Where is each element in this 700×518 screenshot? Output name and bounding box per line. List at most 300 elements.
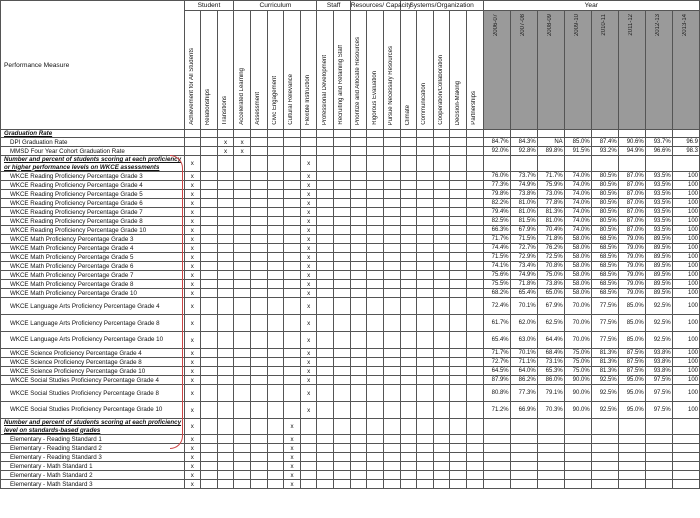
year-value: 70.0% <box>564 315 591 332</box>
year-value <box>591 435 618 444</box>
year-value: 87.0% <box>618 181 645 190</box>
indicator-cell <box>284 271 301 280</box>
year-value: 89.5% <box>645 235 672 244</box>
indicator-cell <box>400 298 417 315</box>
indicator-cell <box>234 471 251 480</box>
indicator-cell <box>284 199 301 208</box>
indicator-cell <box>466 349 483 358</box>
indicator-cell <box>317 471 334 480</box>
table-row <box>1 130 700 138</box>
indicator-cell <box>383 402 400 419</box>
indicator-cell: x <box>300 385 317 402</box>
indicator-cell <box>284 298 301 315</box>
year-value: 58.0% <box>564 262 591 271</box>
indicator-cell <box>201 172 218 181</box>
indicator-cell <box>234 367 251 376</box>
year-value: 79.0% <box>618 253 645 262</box>
indicator-cell <box>350 235 367 244</box>
year-value <box>672 471 699 480</box>
indicator-cell <box>466 172 483 181</box>
row-label: Graduation Rate <box>1 130 185 138</box>
year-value: 71.1% <box>510 358 537 367</box>
table-row <box>1 480 700 489</box>
table-row <box>1 315 700 332</box>
indicator-cell <box>250 376 267 385</box>
indicator-cell <box>217 444 234 453</box>
year-value: 72.7% <box>483 358 510 367</box>
indicator-cell <box>367 190 384 199</box>
year-value: 77.5% <box>591 298 618 315</box>
year-value: 80.8% <box>483 385 510 402</box>
year-value: 74.0% <box>564 226 591 235</box>
indicator-cell <box>334 208 351 217</box>
year-header <box>672 11 699 130</box>
indicator-cell <box>234 332 251 349</box>
indicator-cell <box>334 349 351 358</box>
indicator-cell <box>400 358 417 367</box>
year-value: 70.8% <box>537 262 564 271</box>
indicator-cell <box>400 130 417 138</box>
indicator-cell: x <box>284 480 301 489</box>
indicator-cell <box>201 385 218 402</box>
indicator-cell <box>267 190 284 199</box>
indicator-cell <box>267 199 284 208</box>
indicator-cell <box>217 217 234 226</box>
indicator-cell <box>466 435 483 444</box>
indicator-cell <box>284 367 301 376</box>
year-value: 92.5% <box>645 332 672 349</box>
indicator-cell <box>267 367 284 376</box>
column-header-label: Achievement for All Students <box>188 48 195 125</box>
year-value <box>510 480 537 489</box>
indicator-cell <box>234 244 251 253</box>
year-value <box>537 435 564 444</box>
indicator-cell <box>417 253 434 262</box>
indicator-cell <box>400 172 417 181</box>
indicator-cell <box>250 172 267 181</box>
indicator-cell <box>466 217 483 226</box>
row-label: WKCE Reading Proficiency Percentage Grade 6 <box>1 199 185 208</box>
row-label: Elementary - Math Standard 2 <box>1 471 185 480</box>
indicator-cell <box>334 217 351 226</box>
indicator-cell <box>201 332 218 349</box>
year-header <box>645 11 672 130</box>
indicator-cell <box>350 444 367 453</box>
indicator-cell <box>350 358 367 367</box>
indicator-cell <box>317 367 334 376</box>
indicator-cell <box>350 190 367 199</box>
indicator-cell: x <box>184 226 201 235</box>
year-value <box>618 471 645 480</box>
indicator-cell <box>433 181 450 190</box>
indicator-cell <box>383 471 400 480</box>
indicator-cell: x <box>184 435 201 444</box>
indicator-cell <box>250 453 267 462</box>
indicator-cell: x <box>300 253 317 262</box>
indicator-cell <box>267 147 284 156</box>
indicator-cell <box>367 208 384 217</box>
indicator-cell <box>350 289 367 298</box>
row-label: WKCE Science Proficiency Percentage Grade 4 <box>1 349 185 358</box>
indicator-cell <box>317 349 334 358</box>
year-value: 68.5% <box>591 289 618 298</box>
indicator-cell: x <box>184 444 201 453</box>
indicator-cell <box>466 181 483 190</box>
indicator-cell <box>417 358 434 367</box>
indicator-cell <box>184 147 201 156</box>
indicator-cell <box>234 453 251 462</box>
indicator-cell <box>250 332 267 349</box>
indicator-cell <box>367 199 384 208</box>
indicator-cell <box>217 280 234 289</box>
indicator-cell <box>201 138 218 147</box>
indicator-cell <box>350 453 367 462</box>
column-header <box>184 11 201 130</box>
indicator-cell <box>466 262 483 271</box>
indicator-cell <box>317 156 334 172</box>
column-header <box>217 11 234 130</box>
year-value <box>564 130 591 138</box>
year-value: 89.5% <box>645 244 672 253</box>
year-value: 85.0% <box>618 298 645 315</box>
indicator-cell <box>450 226 467 235</box>
indicator-cell <box>284 235 301 244</box>
indicator-cell <box>433 298 450 315</box>
indicator-cell <box>383 419 400 435</box>
indicator-cell <box>417 471 434 480</box>
indicator-cell <box>367 298 384 315</box>
row-label: Elementary - Reading Standard 2 <box>1 444 185 453</box>
indicator-cell <box>217 235 234 244</box>
indicator-cell <box>466 130 483 138</box>
indicator-cell <box>367 376 384 385</box>
row-label: WKCE Math Proficiency Percentage Grade 8 <box>1 280 185 289</box>
indicator-cell <box>450 280 467 289</box>
indicator-cell <box>284 332 301 349</box>
indicator-cell <box>201 208 218 217</box>
indicator-cell <box>284 181 301 190</box>
indicator-cell <box>466 385 483 402</box>
indicator-cell: x <box>300 226 317 235</box>
year-value: 76.2% <box>537 244 564 253</box>
indicator-cell <box>350 462 367 471</box>
indicator-cell <box>450 235 467 244</box>
indicator-cell <box>334 172 351 181</box>
indicator-cell <box>383 376 400 385</box>
indicator-cell <box>201 358 218 367</box>
indicator-cell: x <box>300 217 317 226</box>
indicator-cell <box>300 419 317 435</box>
indicator-cell: x <box>284 435 301 444</box>
year-value: 100 <box>672 172 699 181</box>
indicator-cell: x <box>184 244 201 253</box>
indicator-cell <box>350 315 367 332</box>
year-value: 92.8% <box>510 147 537 156</box>
indicator-cell <box>250 298 267 315</box>
year-value: 65.4% <box>483 332 510 349</box>
year-value <box>510 156 537 172</box>
year-value <box>672 480 699 489</box>
year-value: 77.5% <box>591 332 618 349</box>
indicator-cell <box>450 181 467 190</box>
indicator-cell <box>201 444 218 453</box>
indicator-cell <box>400 462 417 471</box>
indicator-cell <box>417 298 434 315</box>
indicator-cell <box>217 253 234 262</box>
indicator-cell: x <box>184 181 201 190</box>
year-value: 75.9% <box>537 181 564 190</box>
column-header <box>317 11 334 130</box>
indicator-cell <box>350 217 367 226</box>
indicator-cell <box>400 480 417 489</box>
indicator-cell: x <box>300 289 317 298</box>
column-header-label: Civic Engagement <box>271 76 278 125</box>
year-value: 72.9% <box>510 253 537 262</box>
indicator-cell <box>367 367 384 376</box>
indicator-cell <box>317 138 334 147</box>
indicator-cell <box>217 190 234 199</box>
year-value <box>510 419 537 435</box>
year-value: 97.5% <box>645 402 672 419</box>
year-value: 80.5% <box>591 172 618 181</box>
indicator-cell: x <box>184 253 201 262</box>
indicator-cell <box>250 138 267 147</box>
year-value: 100 <box>672 262 699 271</box>
indicator-cell <box>317 358 334 367</box>
indicator-cell <box>334 367 351 376</box>
year-value <box>564 444 591 453</box>
table-row <box>1 453 700 462</box>
year-value: 86.2% <box>510 376 537 385</box>
indicator-cell <box>350 181 367 190</box>
indicator-cell <box>334 199 351 208</box>
indicator-cell <box>250 402 267 419</box>
indicator-cell <box>267 315 284 332</box>
indicator-cell <box>317 199 334 208</box>
indicator-cell <box>334 358 351 367</box>
indicator-cell <box>217 471 234 480</box>
indicator-cell <box>267 471 284 480</box>
indicator-cell: x <box>184 172 201 181</box>
indicator-cell <box>234 235 251 244</box>
year-value <box>510 130 537 138</box>
year-value: 64.4% <box>537 332 564 349</box>
row-label: Elementary - Math Standard 3 <box>1 480 185 489</box>
indicator-cell <box>350 480 367 489</box>
year-value: 65.4% <box>510 289 537 298</box>
indicator-cell <box>367 138 384 147</box>
indicator-cell <box>284 130 301 138</box>
row-label: WKCE Math Proficiency Percentage Grade 3 <box>1 235 185 244</box>
indicator-cell <box>267 271 284 280</box>
indicator-cell <box>317 244 334 253</box>
indicator-cell: x <box>284 453 301 462</box>
indicator-cell <box>284 385 301 402</box>
year-header <box>564 11 591 130</box>
indicator-cell <box>400 367 417 376</box>
year-value: 87.5% <box>618 367 645 376</box>
year-value: 89.8% <box>537 147 564 156</box>
indicator-cell <box>367 358 384 367</box>
indicator-cell <box>417 349 434 358</box>
year-value: 64.5% <box>483 367 510 376</box>
indicator-cell <box>417 280 434 289</box>
year-value: 68.5% <box>591 244 618 253</box>
year-value: 71.5% <box>483 253 510 262</box>
indicator-cell <box>400 181 417 190</box>
indicator-cell: x <box>184 480 201 489</box>
indicator-cell <box>267 253 284 262</box>
indicator-cell <box>334 480 351 489</box>
year-value: 87.9% <box>483 376 510 385</box>
indicator-cell <box>433 217 450 226</box>
table-row <box>1 462 700 471</box>
indicator-cell <box>217 358 234 367</box>
year-value <box>618 453 645 462</box>
indicator-cell <box>466 402 483 419</box>
year-value: 72.4% <box>483 298 510 315</box>
year-value <box>645 130 672 138</box>
indicator-cell <box>250 349 267 358</box>
indicator-cell <box>234 349 251 358</box>
indicator-cell <box>383 262 400 271</box>
indicator-cell <box>450 471 467 480</box>
year-value: 75.0% <box>564 349 591 358</box>
group-header-student: Student <box>184 1 234 11</box>
indicator-cell <box>383 453 400 462</box>
indicator-cell <box>217 462 234 471</box>
indicator-cell <box>201 462 218 471</box>
year-value <box>537 471 564 480</box>
table-row <box>1 156 700 172</box>
year-value: 100 <box>672 190 699 199</box>
indicator-cell <box>367 226 384 235</box>
indicator-cell <box>400 402 417 419</box>
year-value: 73.0% <box>537 190 564 199</box>
year-value: 100 <box>672 358 699 367</box>
year-value: 81.3% <box>591 358 618 367</box>
indicator-cell <box>383 172 400 181</box>
year-value: 89.5% <box>645 262 672 271</box>
indicator-cell <box>250 419 267 435</box>
table-row <box>1 280 700 289</box>
indicator-cell <box>234 156 251 172</box>
year-value: 71.8% <box>537 235 564 244</box>
column-header-label: Rigorous Evaluation <box>371 71 378 125</box>
group-header-staff: Staff <box>317 1 350 11</box>
indicator-cell <box>433 235 450 244</box>
indicator-cell: x <box>300 376 317 385</box>
year-value <box>672 130 699 138</box>
indicator-cell <box>350 130 367 138</box>
year-value: 70.1% <box>510 298 537 315</box>
indicator-cell <box>350 271 367 280</box>
indicator-cell <box>250 226 267 235</box>
indicator-cell <box>417 435 434 444</box>
indicator-cell <box>201 226 218 235</box>
year-value: 79.0% <box>618 262 645 271</box>
indicator-cell <box>466 444 483 453</box>
indicator-cell <box>367 147 384 156</box>
year-value: 97.5% <box>645 385 672 402</box>
indicator-cell <box>234 435 251 444</box>
year-value: 74.0% <box>564 217 591 226</box>
year-value: 80.5% <box>591 199 618 208</box>
year-value: 100 <box>672 181 699 190</box>
column-header <box>466 11 483 130</box>
indicator-cell: x <box>300 172 317 181</box>
indicator-cell <box>350 280 367 289</box>
indicator-cell <box>267 172 284 181</box>
indicator-cell <box>383 315 400 332</box>
year-value: 93.8% <box>645 367 672 376</box>
indicator-cell <box>201 181 218 190</box>
indicator-cell: x <box>184 471 201 480</box>
year-value: 79.0% <box>618 280 645 289</box>
indicator-cell <box>383 271 400 280</box>
year-value: 100 <box>672 235 699 244</box>
indicator-cell <box>317 208 334 217</box>
year-value: 74.0% <box>564 208 591 217</box>
indicator-cell: x <box>300 271 317 280</box>
indicator-cell <box>217 172 234 181</box>
indicator-cell <box>383 226 400 235</box>
year-value: 92.0% <box>483 147 510 156</box>
table-row <box>1 217 700 226</box>
row-label: WKCE Language Arts Proficiency Percentage Grade 4 <box>1 298 185 315</box>
year-value: 82.2% <box>483 199 510 208</box>
column-header <box>250 11 267 130</box>
indicator-cell <box>334 262 351 271</box>
indicator-cell <box>383 147 400 156</box>
year-value: 93.5% <box>645 199 672 208</box>
indicator-cell <box>300 444 317 453</box>
year-value: 81.0% <box>510 208 537 217</box>
indicator-cell <box>383 244 400 253</box>
year-value: 89.5% <box>645 280 672 289</box>
year-value: 63.0% <box>510 332 537 349</box>
indicator-cell: x <box>284 471 301 480</box>
year-label: 2011-12 <box>628 14 635 36</box>
indicator-cell <box>334 376 351 385</box>
indicator-cell: x <box>300 208 317 217</box>
year-value: 87.5% <box>618 358 645 367</box>
year-value: 62.0% <box>510 315 537 332</box>
indicator-cell: x <box>284 462 301 471</box>
indicator-cell <box>201 147 218 156</box>
indicator-cell <box>367 471 384 480</box>
indicator-cell <box>466 138 483 147</box>
indicator-cell <box>217 244 234 253</box>
year-value <box>591 462 618 471</box>
indicator-cell <box>267 280 284 289</box>
year-value: 77.3% <box>510 385 537 402</box>
indicator-cell <box>217 349 234 358</box>
indicator-cell <box>334 235 351 244</box>
year-value: 70.0% <box>564 298 591 315</box>
year-value <box>564 453 591 462</box>
indicator-cell <box>284 147 301 156</box>
year-value: 87.0% <box>618 199 645 208</box>
indicator-cell <box>267 289 284 298</box>
indicator-cell <box>234 419 251 435</box>
year-value: 93.5% <box>645 190 672 199</box>
year-value <box>618 462 645 471</box>
indicator-cell <box>317 298 334 315</box>
indicator-cell <box>217 332 234 349</box>
indicator-cell <box>433 444 450 453</box>
year-value: 81.5% <box>510 217 537 226</box>
